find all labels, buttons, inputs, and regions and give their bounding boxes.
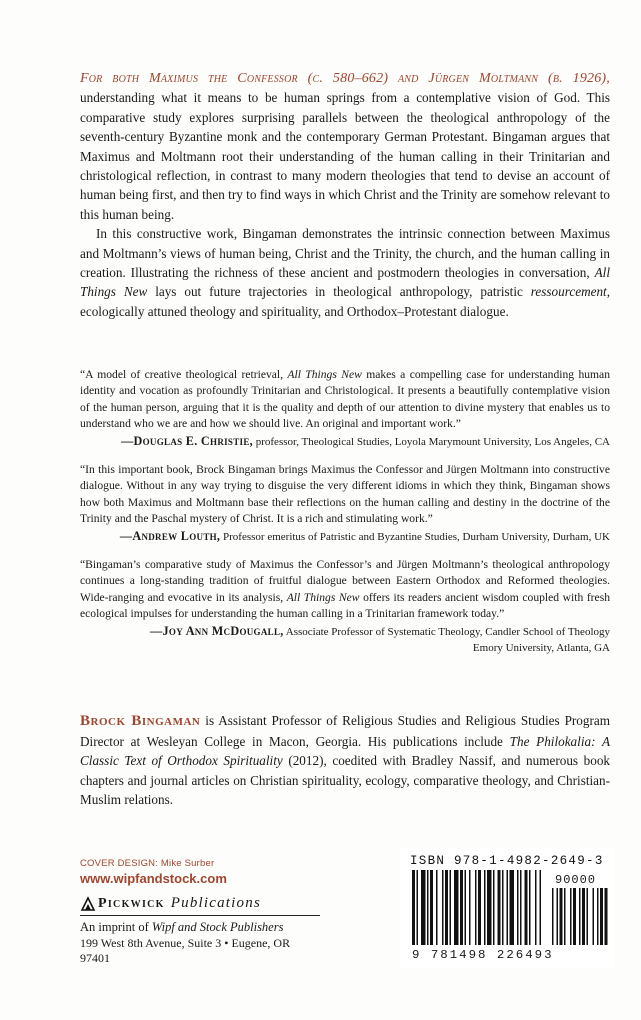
price-barcode-bar bbox=[597, 888, 599, 945]
barcode-bar bbox=[469, 870, 471, 945]
publisher-block bbox=[80, 858, 320, 966]
blurb-lead: For both Maximus the Confessor (c. 580–662) and Jürgen Moltmann (b. 1926), bbox=[80, 71, 610, 86]
barcode-bar bbox=[487, 870, 492, 945]
barcode-bar bbox=[442, 870, 444, 945]
bio-text-a: is Assistant Professor of Religious Studies and Religious Studies Program Director at Wesleyan College in Macon, Georgia. His publications include bbox=[80, 713, 610, 749]
barcode-bar bbox=[540, 870, 542, 945]
price-barcode-bar bbox=[570, 888, 572, 945]
blurb-term: ressourcement bbox=[530, 284, 607, 300]
endorser-affiliation: Associate Professor of Systematic Theology, Candler School of Theology bbox=[283, 625, 610, 638]
barcode-bar bbox=[417, 870, 419, 945]
endorsement-text bbox=[80, 367, 610, 433]
endorsement-2 bbox=[80, 462, 610, 545]
endorser-affiliation-line2: Emory University, Atlanta, GA bbox=[472, 642, 610, 655]
blurb-paragraph-1 bbox=[80, 68, 610, 224]
barcode-bar bbox=[454, 870, 459, 945]
barcode-bar bbox=[502, 870, 504, 945]
blurb-book-title: All Things New bbox=[80, 265, 610, 300]
endorsement-text-a: “Bingaman’s comparative study of Maximus the Confessor’s and Jürgen Moltmann’s theological anthropology continues a long-standing tradition of fruitful dialogue between Eastern Orthodox and Reformed theologies. Wide-ranging and evocative in its analysis, bbox=[80, 558, 610, 604]
barcode-bar bbox=[465, 870, 467, 945]
endorser-name: —Douglas E. Christie, bbox=[121, 433, 253, 448]
description-blurb bbox=[80, 68, 610, 321]
barcode-bar bbox=[436, 870, 438, 945]
price-barcode-bar bbox=[564, 888, 566, 945]
barcode-bar bbox=[535, 870, 537, 945]
endorsement-attribution bbox=[80, 433, 610, 450]
blurb-p2-text-c: , ecologically attuned theology and spirituality, and Orthodox–Protestant dialogue. bbox=[80, 284, 611, 319]
endorsement-attribution bbox=[80, 528, 610, 545]
endorsement-attribution bbox=[80, 623, 610, 657]
blurb-p2-text-b: lays out future trajectories in theological anthropology, patristic bbox=[147, 284, 531, 300]
price-code: 90000 bbox=[555, 873, 597, 887]
publisher-logo-name: Pickwick bbox=[98, 895, 165, 911]
price-barcode-bar bbox=[593, 888, 595, 945]
publisher-address: 199 West 8th Avenue, Suite 3 • Eugene, OR 97401 bbox=[80, 936, 291, 965]
barcode-bar bbox=[478, 870, 481, 945]
barcode-bar bbox=[475, 870, 477, 945]
endorsement-text-b: makes a compelling case for understanding human identity and vocation as profoundly Trinitarian and Christological. It presents a beautifully contemplative vision of the human person, arguing that it is the quality and depth of our attention to divine mystery that enables us to understand who we are and how we should live. An original and important work.” bbox=[80, 368, 611, 431]
barcode-bar bbox=[445, 870, 448, 945]
imprint-publisher-name: Wipf and Stock Publishers bbox=[151, 920, 284, 934]
barcode-bar bbox=[510, 870, 515, 945]
barcode-bar bbox=[525, 870, 528, 945]
cover-design-credit: COVER DESIGN: Mike Surber bbox=[80, 858, 215, 869]
barcode-bar bbox=[412, 870, 415, 945]
bio-text-b: (2012), coedited with Bradley Nassif, and numerous book chapters and journal articles on Christian spirituality, ecology, comparative theology, and Christian-Muslim relations. bbox=[80, 753, 611, 808]
barcode-bar bbox=[493, 870, 495, 945]
endorser-name: —Andrew Louth, bbox=[119, 528, 221, 543]
endorsement-book-title: All Things New bbox=[286, 590, 360, 604]
endorser-affiliation: professor, Theological Studies, Loyola Marymount University, Los Angeles, CA bbox=[252, 435, 610, 448]
publisher-website[interactable]: www.wipfandstock.com bbox=[80, 871, 227, 886]
pickwick-logo-icon bbox=[80, 896, 96, 912]
endorsement-3 bbox=[80, 557, 610, 656]
endorsement-book-title: All Things New bbox=[287, 368, 362, 381]
endorsement-1 bbox=[80, 367, 610, 450]
barcode-bar bbox=[520, 870, 522, 945]
price-barcode-bar bbox=[573, 888, 576, 945]
blurb-p2-text-a: In this constructive work, Bingaman demonstrates the intrinsic connection between Maximus and Moltmann’s views of human being, Christ and the Trinity, the church, and the human calling in creation. Illustrating the richness of these ancient and postmodern theologies in conversation, bbox=[80, 226, 610, 281]
barcode-bar bbox=[484, 870, 486, 945]
imprint-text: An imprint of bbox=[80, 920, 152, 934]
bio-book-title: The Philokalia: A Classic Text of Orthodox Spirituality bbox=[80, 733, 611, 769]
endorsement-text-a: “A model of creative theological retrieval, bbox=[80, 368, 288, 381]
price-barcode-bar bbox=[582, 888, 585, 945]
price-barcode-bar bbox=[552, 888, 554, 945]
barcode-bar bbox=[430, 870, 433, 945]
price-barcode-bar bbox=[560, 888, 563, 945]
blurb-paragraph-2 bbox=[80, 224, 610, 321]
endorsement-text-a: “In this important book, Brock Bingaman brings Maximus the Confessor and Jürgen Moltmann into constructive dialogue. Without in any way trying to disguise the very different idioms in which they think, Bingaman shows how both Maximus and Moltmann base their reflections on the human calling and destiny in the doctrine of the Trinity and the Paschal mystery of Christ. It is a rich and stimulating work.” bbox=[80, 463, 610, 526]
isbn-label: ISBN 978-1-4982-2649-3 bbox=[410, 854, 604, 868]
isbn-barcode bbox=[400, 848, 615, 968]
endorsement-text bbox=[80, 557, 610, 623]
endorser-name: —Joy Ann McDougall, bbox=[150, 623, 284, 638]
blurb-p1-text: understanding what it means to be human springs from a contemplative vision of God. This comparative study explores surprising parallels between the theological anthropology of the seventh-century Byzantine monk and the contemporary German Protestant. Bingaman argues that Maximus and Moltmann root their understanding of the human calling in their Trinitarian and christological reflection, in contrast to many modern theologies that tend to devise an account of human being first, and then try to find ways in which Christ and the Trinity are somehow relevant to this human being. bbox=[80, 90, 610, 222]
author-name: Brock Bingaman bbox=[80, 713, 201, 729]
publisher-logo-rule bbox=[80, 915, 320, 916]
barcode-bar bbox=[450, 870, 452, 945]
endorsement-text bbox=[80, 462, 610, 528]
barcode-digits: 9 781498 226493 bbox=[412, 948, 554, 962]
author-bio-text bbox=[80, 711, 610, 810]
publisher-imprint bbox=[80, 920, 320, 935]
barcode-bar bbox=[529, 870, 531, 945]
barcode-bar bbox=[460, 870, 463, 945]
price-barcode-bar bbox=[600, 888, 603, 945]
barcode-bar bbox=[498, 870, 501, 945]
barcode-bar bbox=[427, 870, 429, 945]
price-barcode-bar bbox=[605, 888, 608, 945]
publisher-logo bbox=[80, 895, 320, 912]
endorsement-text-b: offers its readers ancient wisdom coupled with fresh ecological impulses for understanding the human calling in a Trinitarian framework today.” bbox=[80, 590, 610, 621]
publisher-logo-publications: Publications bbox=[170, 895, 261, 911]
price-barcode-bar bbox=[557, 888, 559, 945]
barcode-bar bbox=[421, 870, 426, 945]
barcode-bar bbox=[507, 870, 509, 945]
barcode-bar bbox=[517, 870, 519, 945]
endorsements bbox=[80, 367, 610, 669]
price-barcode-bar bbox=[587, 888, 589, 945]
price-barcode-bar bbox=[579, 888, 581, 945]
author-bio bbox=[80, 711, 610, 810]
endorser-affiliation: Professor emeritus of Patristic and Byzantine Studies, Durham University, Durham, UK bbox=[220, 530, 610, 543]
